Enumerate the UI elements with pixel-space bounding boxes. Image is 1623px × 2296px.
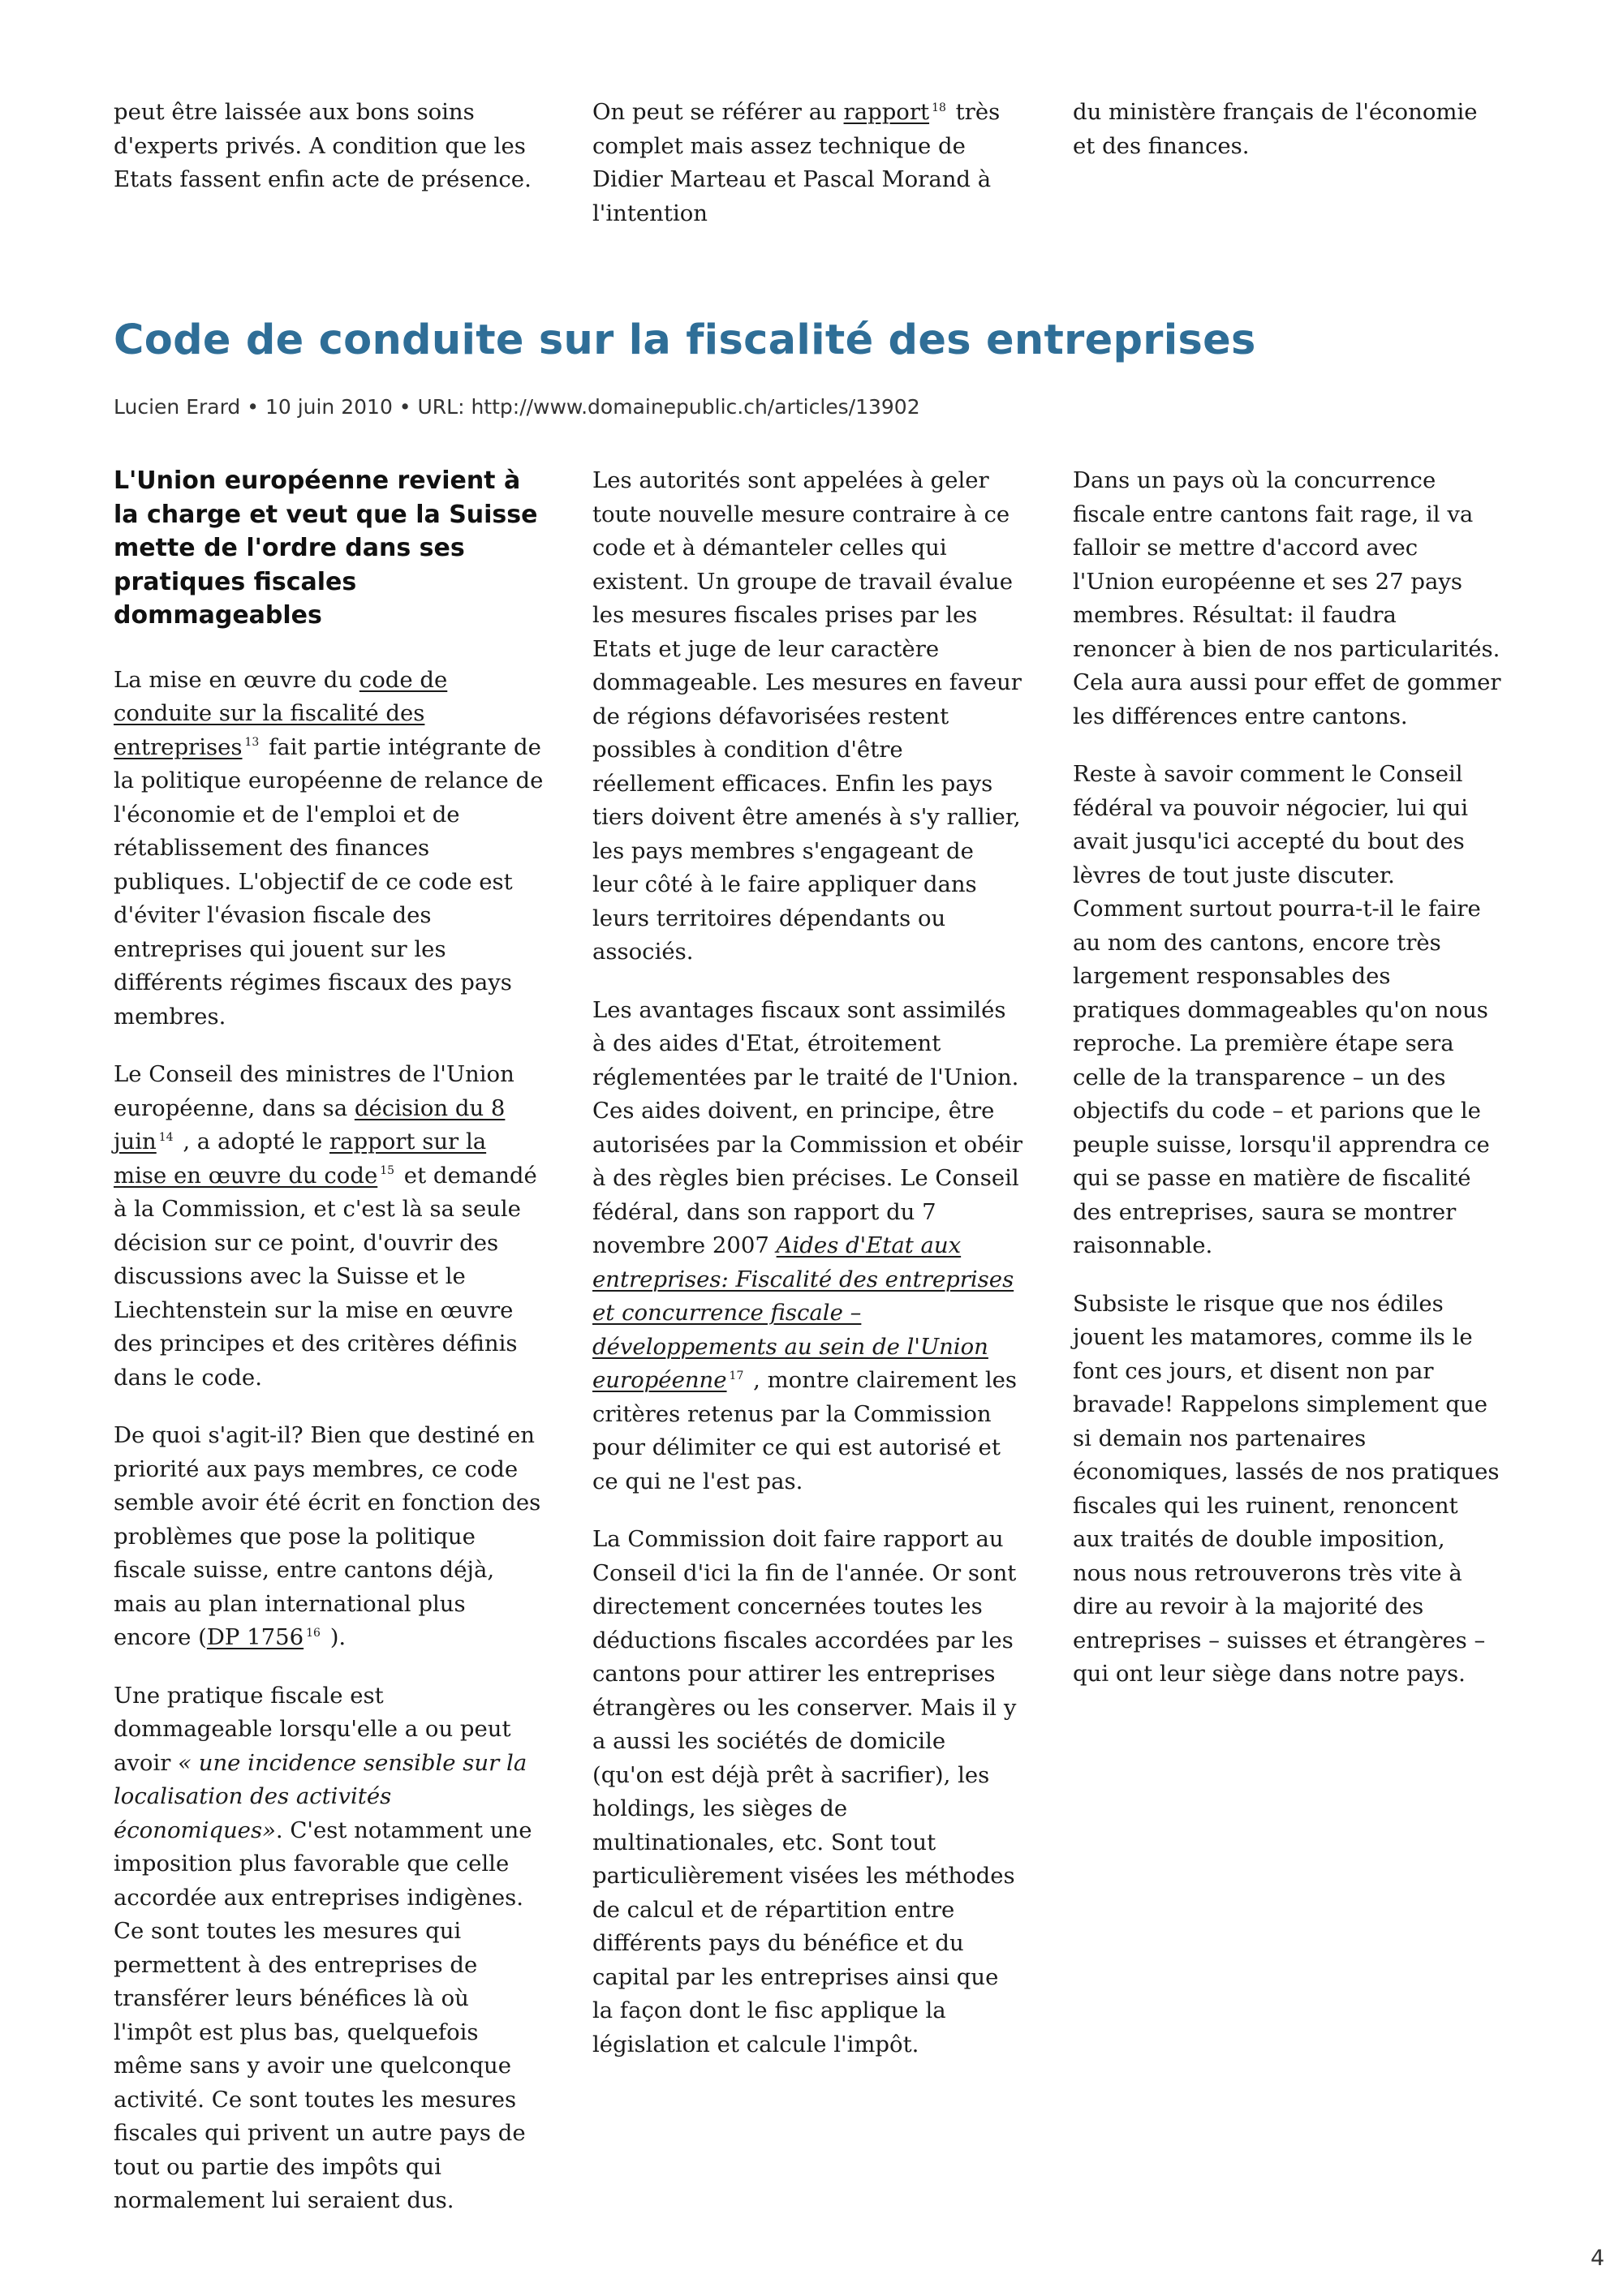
decision-link[interactable]: décision du 8 juin (114, 1094, 506, 1154)
paragraph: De quoi s'agit-il? Bien que destiné en priorité aux pays membres, ce code semble avoir été écrit en fonction des problèmes que pose la politique fiscale suisse, entre cantons déjà, mais au plan international plus encore (DP 1756 $^{16}$ ). (114, 1422, 541, 1650)
code-de-conduite-link[interactable]: code de conduite sur la fiscalité des entreprises (114, 666, 448, 760)
paragraph: peut être laissée aux bons soins d'experts privés. A condition que les Etats fassent enfin acte de présence. (114, 99, 532, 192)
article-lede: L'Union européenne revient à la charge et veut que la Suisse mette de l'ordre dans ses pratiques fiscales dommageables (114, 467, 538, 630)
paragraph: du ministère français de l'économie et des finances. (1073, 99, 1478, 159)
paragraph: Une pratique fiscale est dommageable lorsqu'elle a ou peut avoir « une incidence sensible sur la localisation des activités économiques». C'est notamment une imposition plus favorable que celle accordée aux entreprises indigènes. Ce sont toutes les mesures qui permettent à des entreprises de transférer leurs bénéfices là où l'impôt est plus bas, quelquefois même sans y avoir une quelconque activité. Ce sont toutes les mesures fiscales qui privent un autre pays de tout ou partie des impôts qui normalement lui seraient dus. (114, 1682, 532, 2213)
footnote-ref: 18 (932, 101, 946, 114)
dp-1756-link[interactable]: DP 1756 (206, 1624, 304, 1650)
rapport-mise-en-oeuvre-link[interactable]: rapport sur la mise en œuvre du code (114, 1129, 487, 1189)
article-column-3 (1073, 464, 1503, 1692)
paragraph: La Commission doit faire rapport au Conseil d'ici la fin de l'année. Or sont directement concernées toutes les déductions fiscales accordées par les cantons pour attirer les entreprises étrangères ou les conserver. Mais il y a aussi les sociétés de domicile (qu'on est déjà prêt à sacrifier), les holdings, les sièges de multinationales, etc. Sont tout particulièrement visées les méthodes de calcul et de répartition entre différents pays du bénéfice et du capital par les entreprises ainsi que la façon dont le fisc applique la législation et calcule l'impôt. (592, 1526, 1017, 2057)
footnote-ref: 13 (244, 736, 260, 750)
prev-article-column-2 (592, 96, 1022, 230)
article-byline: Lucien Erard • 10 juin 2010 • URL: http://www.domainepublic.ch/articles/13902 (114, 395, 920, 419)
paragraph: Subsiste le risque que nos édiles jouent les matamores, comme ils le font ces jours, et disent non par bravade! Rappelons simplement que si demain nos partenaires économiques, lassés de nos pratiques fiscales qui les ruinent, renoncent aux traités de double imposition, nous nous retrouverons très vite à dire au revoir à la majorité des entreprises – suisses et étrangères – qui ont leur siège dans notre pays. (1073, 1290, 1500, 1687)
aides-etat-report-link[interactable]: Aides d'Etat aux entreprises: Fiscalité des entreprises et concurrence fiscale – développements au sein de l'Union européenne (592, 1232, 1014, 1393)
page-number: 4 (1591, 2246, 1605, 2271)
paragraph: Le Conseil des ministres de l'Union européenne, dans sa décision du 8 juin $^{14}$ , a adopté le rapport sur la mise en œuvre du code $^{15}$ et demandé à la Commission, et c'est là sa seule décision sur ce point, d'ouvrir des discussions avec la Suisse et le Liechtenstein sur la mise en œuvre des principes et des critères définis dans le code. (114, 1061, 537, 1391)
paragraph: On peut se référer au rapport $^{18}$ très complet mais assez technique de Didier Marteau et Pascal Morand à l'intention (592, 99, 1001, 226)
paragraph: Les autorités sont appelées à geler toute nouvelle mesure contraire à ce code et à démanteler celles qui existent. Un groupe de travail évalue les mesures fiscales prises par les Etats et juge de leur caractère dommageable. Les mesures en faveur de régions défavorisées restent possibles à condition d'être réellement efficaces. Enfin les pays tiers doivent être amenés à s'y rallier, les pays membres s'engageant de leur côté à le faire appliquer dans leurs territoires dépendants ou associés. (592, 467, 1022, 965)
article-column-2 (592, 464, 1022, 2062)
paragraph: La mise en œuvre du code de conduite sur la fiscalité des entreprises $^{13}$ fait partie intégrante de la politique européenne de relance de l'économie et de l'emploi et de rétablissement des finances publiques. L'objectif de ce code est d'éviter l'évasion fiscale des entreprises qui jouent sur les différents régimes fiscaux des pays membres. (114, 666, 544, 1030)
prev-article-column-1 (114, 96, 544, 197)
paragraph: Reste à savoir comment le Conseil fédéral va pouvoir négocier, lui qui avait jusqu'ici accepté du bout des lèvres de tout juste discuter. Comment surtout pourra-t-il le faire au nom des cantons, encore très largement responsables des pratiques dommageables qu'on nous reproche. La première étape sera celle de la transparence – un des objectifs du code – et parions que le peuple suisse, lorsqu'il apprendra ce qui se passe en matière de fiscalité des entreprises, saura se montrer raisonnable. (1073, 761, 1490, 1258)
quotation: « une incidence sensible sur la localisation des activités économiques» (114, 1749, 527, 1843)
rapport-link[interactable]: rapport (843, 99, 930, 125)
paragraph: Les avantages fiscaux sont assimilés à des aides d'Etat, étroitement réglementées par le traité de l'Union. Ces aides doivent, en principe, être autorisées par la Commission et obéir à des règles bien précises. Le Conseil fédéral, dans son rapport du 7 novembre 2007 Aides d'Etat aux entreprises: Fiscalité des entreprises et concurrence fiscale – développements au sein de l'Union européenne $^{17}$ , montre clairement les critères retenus par la Commission pour délimiter ce qui est autorisé et ce qui ne l'est pas. (592, 996, 1023, 1494)
footnote-ref: 14 (158, 1130, 174, 1144)
article-column-1 (114, 464, 544, 2218)
paragraph: Dans un pays où la concurrence fiscale entre cantons fait rage, il va falloir se mettre d'accord avec l'Union européenne et ses 27 pays membres. Résultat: il faudra renoncer à bien de nos particularités. Cela aura aussi pour effet de gommer les différences entre cantons. (1073, 467, 1501, 729)
article-title: Code de conduite sur la fiscalité des entreprises (114, 316, 1256, 364)
footnote-ref: 17 (729, 1369, 744, 1382)
prev-article-column-3 (1073, 96, 1503, 163)
footnote-ref: 16 (306, 1626, 321, 1640)
footnote-ref: 15 (380, 1164, 395, 1178)
